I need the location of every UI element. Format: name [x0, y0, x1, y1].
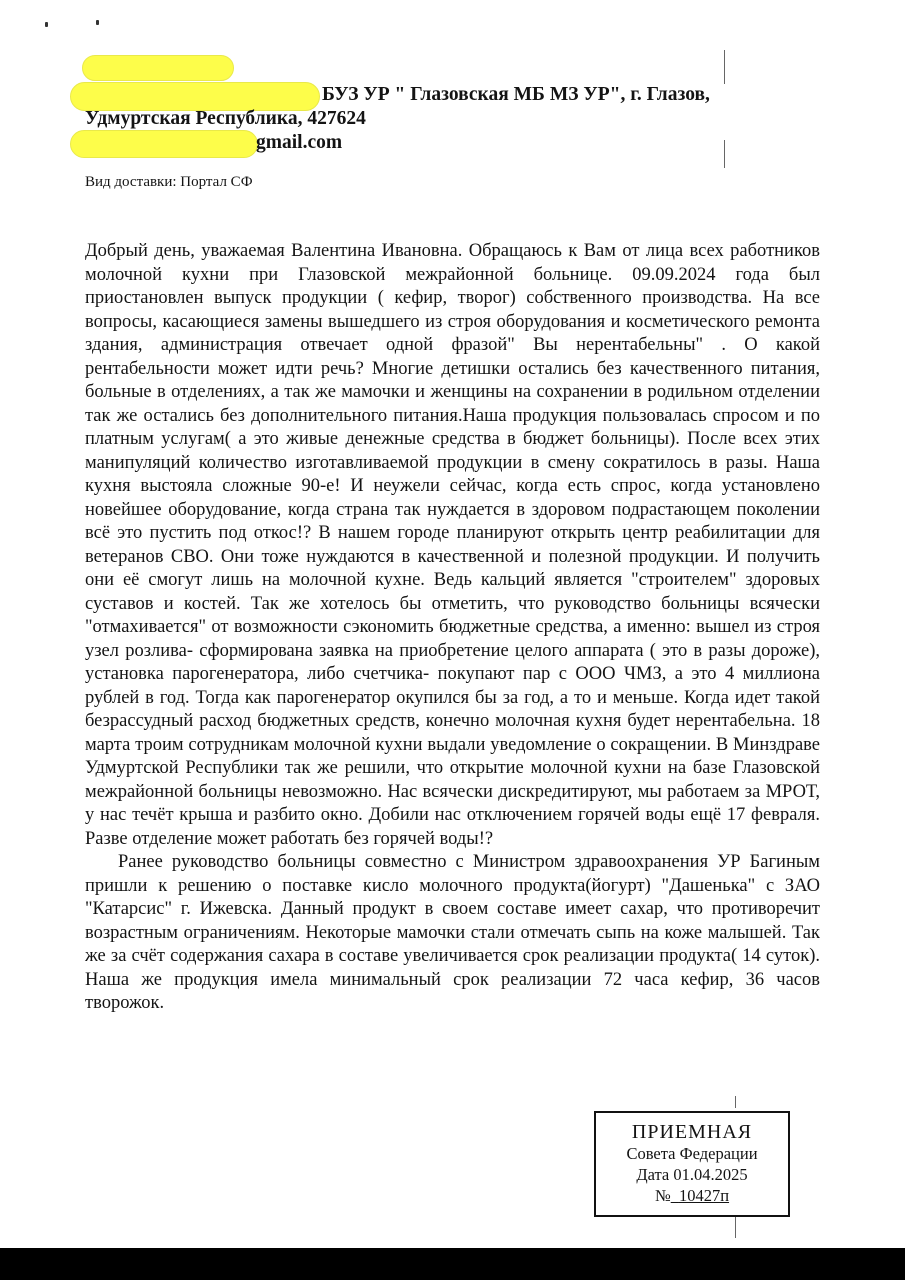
stamp-date: Дата 01.04.2025 — [636, 1165, 748, 1184]
scan-speck — [96, 20, 99, 25]
scan-artifact-line — [735, 1096, 736, 1108]
scan-artifact-line — [724, 50, 725, 84]
header-organization-line: БУЗ УР " Глазовская МБ МЗ УР", г. Глазов, — [322, 84, 710, 105]
stamp-organization: Совета Федерации — [626, 1144, 758, 1163]
letter-body — [85, 240, 820, 1016]
letter-paragraph-2: Ранее руководство больницы совместно с Министром здравоохранения УР Багиным пришли к решению о поставке кисло молочного продукта(йогурт) "Дашенька" с ЗАО "Катарсис" г. Ижевска. Данный продукт в своем составе имеет сахар, что противоречит возрастным ограничениям. Некоторые мамочки стали отмечать сыпь на коже малышей. Так же за счёт содержания сахара в составе увеличивается срок реализации продукта( 14 суток). Наша же продукция имела минимальный срок реализации 72 часа кефир, 36 часов творожок. — [85, 852, 820, 1013]
redaction-mark-3 — [70, 130, 258, 158]
header-email-line: gmail.com — [256, 132, 343, 153]
letter-paragraph-1: Добрый день, уважаемая Валентина Ивановна. Обращаюсь к Вам от лица всех работников молочной кухни при Глазовской межрайонной больнице. 09.09.2024 года был приостановлен выпуск продукции ( кефир, творог) собственного производства. На все вопросы, касающиеся замены вышедшего из строя оборудования и косметического ремонта здания, администрация отвечает одной фразой" Вы нерентабельны" . О какой рентабельности может идти речь? Многие детишки остались без качественного питания, больные в отделениях, а так же мамочки и женщины на сохранении в родильном отделении так же остались без дополнительного питания.Наша продукция пользовалась спросом и по платным услугам( а это живые денежные средства в бюджет больницы). После всех этих манипуляций количество изготавливаемой продукции в смену сократилось в разы. Наша кухня выстояла сложные 90-е! И неужели сейчас, когда есть спрос, когда установлено новейшее оборудование, когда страна так нуждается в здоровом подрастающем поколении всё это пустить под откос!? В нашем городе планируют открыть центр реабилитации для ветеранов СВО. Они тоже нуждаются в качественной и полезной продукции. И получить они её смогут лишь на молочной кухне. Ведь кальций является "строителем" здоровых суставов и костей. Так же хотелось бы отметить, что руководство больницы всячески "отмахивается" от возможности сэкономить бюджетные средства, а именно: вышел из строя узел розлива- сформирована заявка на приобретение целого аппарата ( это в разы дороже), установка парогенератора, либо счетчика- покупают пар с ООО ЧМЗ, а это 4 миллиона рублей в год. Тогда как парогенератор окупился бы за год, а то и меньше. Когда идет такой безрассудный расход бюджетных средств, конечно молочная кухня будет нерентабельна. 18 марта троим сотрудникам молочной кухни выдали уведомление о сокращении. В Минздраве Удмуртской Республики так же решили, что открытие молочной кухни на базе Глазовской межрайонной больницы невозможно. Нас всячески дискредитируют, мы работаем за МРОТ, у нас течёт крыша и разбито окно. Добили нас отключением горячей воды ещё 17 февраля. Разве отделение может работать без горячей воды!? — [85, 241, 820, 849]
stamp-number: 10427п — [678, 1186, 730, 1205]
reception-stamp — [594, 1111, 790, 1217]
scan-speck — [45, 22, 48, 27]
scan-artifact-line — [724, 140, 725, 168]
redaction-mark-1 — [82, 55, 234, 81]
delivery-method: Вид доставки: Портал СФ — [85, 174, 253, 190]
scan-artifact-line — [735, 1216, 736, 1238]
header-region-line: Удмуртская Республика, 427624 — [85, 108, 366, 129]
stamp-number-prefix: № — [654, 1186, 671, 1205]
stamp-title: ПРИЕМНАЯ — [631, 1121, 753, 1143]
scan-bottom-edge — [0, 1248, 905, 1280]
stamp-number-line — [596, 1185, 788, 1206]
